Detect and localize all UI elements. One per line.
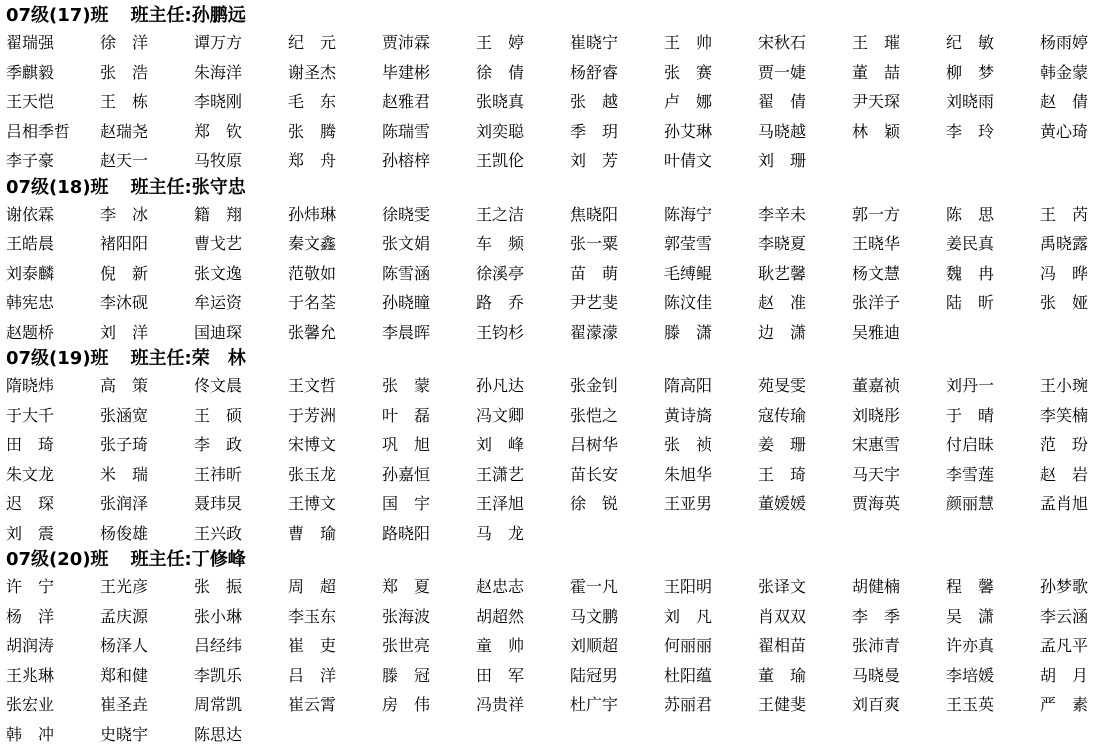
student-name: 王之洁 xyxy=(476,200,570,230)
student-name: 刘泰麟 xyxy=(6,259,100,289)
student-name: 孙榕梓 xyxy=(382,146,476,176)
student-name: 宋博文 xyxy=(288,430,382,460)
student-name: 周常凯 xyxy=(194,690,288,720)
student-name: 苗 萌 xyxy=(570,259,664,289)
student-name: 李玉东 xyxy=(288,602,382,632)
student-name: 苗长安 xyxy=(570,460,664,490)
student-name: 赵瑞尧 xyxy=(100,117,194,147)
student-name: 李晓夏 xyxy=(758,229,852,259)
student-name: 张一粟 xyxy=(570,229,664,259)
student-name: 张晓真 xyxy=(476,87,570,117)
student-name: 王玉英 xyxy=(946,690,1040,720)
student-name: 徐 锐 xyxy=(570,489,664,519)
student-name: 李笑楠 xyxy=(1040,401,1111,431)
student-name: 董媛媛 xyxy=(758,489,852,519)
student-name: 佟文晨 xyxy=(194,371,288,401)
student-name: 崔 吏 xyxy=(288,631,382,661)
student-name: 宋惠雪 xyxy=(852,430,946,460)
student-name: 翟濛濛 xyxy=(570,318,664,348)
student-name: 赵 准 xyxy=(758,288,852,318)
student-name: 冯贵祥 xyxy=(476,690,570,720)
student-name: 董 喆 xyxy=(852,58,946,88)
student-name: 张 蒙 xyxy=(382,371,476,401)
student-name: 陆冠男 xyxy=(570,661,664,691)
student-name: 禹晓露 xyxy=(1040,229,1111,259)
student-name: 黄诗旖 xyxy=(664,401,758,431)
student-name: 杨 洋 xyxy=(6,602,100,632)
student-name: 范敬如 xyxy=(288,259,382,289)
student-name: 孙晓瞳 xyxy=(382,288,476,318)
student-row xyxy=(6,28,1106,58)
student-name: 王 琦 xyxy=(758,460,852,490)
student-name: 王皓晨 xyxy=(6,229,100,259)
student-name: 柳 梦 xyxy=(946,58,1040,88)
student-name: 王博文 xyxy=(288,489,382,519)
student-name: 田 琦 xyxy=(6,430,100,460)
student-name: 纪 敏 xyxy=(946,28,1040,58)
student-name: 王 婷 xyxy=(476,28,570,58)
student-name: 林 颖 xyxy=(852,117,946,147)
student-name: 王凯伦 xyxy=(476,146,570,176)
student-row xyxy=(6,200,1106,230)
student-name: 王钧杉 xyxy=(476,318,570,348)
student-name: 苏丽君 xyxy=(664,690,758,720)
student-name: 田 军 xyxy=(476,661,570,691)
student-name: 赵雅君 xyxy=(382,87,476,117)
student-name: 张文娟 xyxy=(382,229,476,259)
class-section xyxy=(6,176,1106,348)
student-name: 陈海宁 xyxy=(664,200,758,230)
student-name: 叶 磊 xyxy=(382,401,476,431)
student-name: 徐 倩 xyxy=(476,58,570,88)
student-name: 陈思达 xyxy=(194,720,288,749)
student-name: 徐 洋 xyxy=(100,28,194,58)
student-name: 霍一凡 xyxy=(570,572,664,602)
student-name: 朱文龙 xyxy=(6,460,100,490)
student-row xyxy=(6,288,1106,318)
student-row xyxy=(6,720,1106,749)
student-name: 张世亮 xyxy=(382,631,476,661)
student-name: 崔云霄 xyxy=(288,690,382,720)
student-name: 李沐砚 xyxy=(100,288,194,318)
student-name: 王晓华 xyxy=(852,229,946,259)
student-name: 韩金蒙 xyxy=(1040,58,1111,88)
student-name: 曹戈艺 xyxy=(194,229,288,259)
student-name: 张洋子 xyxy=(852,288,946,318)
student-name: 赵 岩 xyxy=(1040,460,1111,490)
student-name: 张沛青 xyxy=(852,631,946,661)
student-name: 吴雅迪 xyxy=(852,318,946,348)
student-name: 徐溪亭 xyxy=(476,259,570,289)
student-name: 王健斐 xyxy=(758,690,852,720)
student-name: 张 腾 xyxy=(288,117,382,147)
student-name: 耿艺馨 xyxy=(758,259,852,289)
student-name: 于 晴 xyxy=(946,401,1040,431)
student-name: 季 玥 xyxy=(570,117,664,147)
student-name: 宋秋石 xyxy=(758,28,852,58)
class-section xyxy=(6,4,1106,176)
student-name: 王潇艺 xyxy=(476,460,570,490)
student-name: 许 宁 xyxy=(6,572,100,602)
student-name: 谢依霖 xyxy=(6,200,100,230)
student-name: 姜民真 xyxy=(946,229,1040,259)
head-teacher-name: 丁修峰 xyxy=(192,548,246,572)
student-name: 贾沛霖 xyxy=(382,28,476,58)
student-name: 王阳明 xyxy=(664,572,758,602)
student-name: 王文哲 xyxy=(288,371,382,401)
class-header xyxy=(6,548,1106,572)
student-name: 张馨允 xyxy=(288,318,382,348)
student-name: 王 璀 xyxy=(852,28,946,58)
student-name: 苑旻雯 xyxy=(758,371,852,401)
student-name: 王小琬 xyxy=(1040,371,1111,401)
student-name: 王兴政 xyxy=(194,519,288,549)
student-name: 聂玮炅 xyxy=(194,489,288,519)
student-name: 翟 倩 xyxy=(758,87,852,117)
student-name: 张文逸 xyxy=(194,259,288,289)
student-name: 贾一婕 xyxy=(758,58,852,88)
student-row xyxy=(6,572,1106,602)
student-name: 张子琦 xyxy=(100,430,194,460)
student-name: 胡润涛 xyxy=(6,631,100,661)
student-name: 贾海英 xyxy=(852,489,946,519)
student-row xyxy=(6,661,1106,691)
student-name: 王 帅 xyxy=(664,28,758,58)
student-name: 赵题桥 xyxy=(6,318,100,348)
student-name: 郑和健 xyxy=(100,661,194,691)
student-name: 王祎昕 xyxy=(194,460,288,490)
student-name: 张金钊 xyxy=(570,371,664,401)
student-name: 马牧原 xyxy=(194,146,288,176)
student-name: 黄心琦 xyxy=(1040,117,1111,147)
student-name: 刘晓彤 xyxy=(852,401,946,431)
student-name: 孙炜琳 xyxy=(288,200,382,230)
student-name: 孙艾琳 xyxy=(664,117,758,147)
student-row xyxy=(6,401,1106,431)
student-name: 刘 芳 xyxy=(570,146,664,176)
student-name: 徐晓雯 xyxy=(382,200,476,230)
student-name: 叶倩文 xyxy=(664,146,758,176)
student-name: 颜丽慧 xyxy=(946,489,1040,519)
student-row xyxy=(6,259,1106,289)
student-name: 孙梦歌 xyxy=(1040,572,1111,602)
student-name: 路晓阳 xyxy=(382,519,476,549)
student-name: 冯 晔 xyxy=(1040,259,1111,289)
head-teacher-name: 荣 林 xyxy=(192,347,246,371)
student-name: 张 越 xyxy=(570,87,664,117)
student-name: 朱旭华 xyxy=(664,460,758,490)
student-name: 曹 瑜 xyxy=(288,519,382,549)
student-name: 孟庆源 xyxy=(100,602,194,632)
student-name: 隋晓炜 xyxy=(6,371,100,401)
student-name: 焦晓阳 xyxy=(570,200,664,230)
student-name: 吕相季哲 xyxy=(6,117,100,147)
student-name: 张润泽 xyxy=(100,489,194,519)
student-name: 张恺之 xyxy=(570,401,664,431)
student-name: 董嘉祯 xyxy=(852,371,946,401)
student-name: 于大千 xyxy=(6,401,100,431)
student-name: 张海波 xyxy=(382,602,476,632)
student-name: 于芳洲 xyxy=(288,401,382,431)
student-name: 李 季 xyxy=(852,602,946,632)
student-row xyxy=(6,371,1106,401)
student-name: 杨文慧 xyxy=(852,259,946,289)
student-name: 迟 琛 xyxy=(6,489,100,519)
student-name: 韩 冲 xyxy=(6,720,100,749)
student-name: 米 瑞 xyxy=(100,460,194,490)
student-name: 张宏业 xyxy=(6,690,100,720)
head-teacher-name: 张守忠 xyxy=(192,176,246,200)
student-name: 周 超 xyxy=(288,572,382,602)
student-name: 国 宇 xyxy=(382,489,476,519)
student-name: 胡健楠 xyxy=(852,572,946,602)
student-name: 冯文卿 xyxy=(476,401,570,431)
class-section xyxy=(6,548,1106,749)
class-section xyxy=(6,347,1106,548)
class-name: 07级(18)班 xyxy=(6,176,109,200)
student-row xyxy=(6,460,1106,490)
student-name: 刘 峰 xyxy=(476,430,570,460)
student-name: 胡 月 xyxy=(1040,661,1111,691)
student-name: 郭一方 xyxy=(852,200,946,230)
head-teacher-label: 班主任: xyxy=(131,4,192,28)
student-name: 胡超然 xyxy=(476,602,570,632)
student-name: 张玉龙 xyxy=(288,460,382,490)
student-name: 李晓刚 xyxy=(194,87,288,117)
head-teacher-label: 班主任: xyxy=(131,347,192,371)
student-name: 褚阳阳 xyxy=(100,229,194,259)
student-name: 翟瑞强 xyxy=(6,28,100,58)
student-name: 马晓越 xyxy=(758,117,852,147)
student-row xyxy=(6,602,1106,632)
student-name: 孙嘉恒 xyxy=(382,460,476,490)
head-teacher-label: 班主任: xyxy=(131,176,192,200)
student-name: 王泽旭 xyxy=(476,489,570,519)
student-name: 毛 东 xyxy=(288,87,382,117)
student-name: 程 馨 xyxy=(946,572,1040,602)
student-row xyxy=(6,519,1106,549)
student-name: 史晓宇 xyxy=(100,720,194,749)
student-name: 张小琳 xyxy=(194,602,288,632)
student-name: 房 伟 xyxy=(382,690,476,720)
student-name: 何丽丽 xyxy=(664,631,758,661)
student-name: 陆 昕 xyxy=(946,288,1040,318)
head-teacher-label: 班主任: xyxy=(131,548,192,572)
student-name: 隋高阳 xyxy=(664,371,758,401)
student-name: 孟凡平 xyxy=(1040,631,1111,661)
student-name: 李晨晖 xyxy=(382,318,476,348)
student-name: 杨俊雄 xyxy=(100,519,194,549)
student-name: 付启昧 xyxy=(946,430,1040,460)
student-name: 王光彦 xyxy=(100,572,194,602)
student-row xyxy=(6,229,1106,259)
student-name: 范 玢 xyxy=(1040,430,1111,460)
student-name: 滕 潇 xyxy=(664,318,758,348)
student-name: 肖双双 xyxy=(758,602,852,632)
student-name: 童 帅 xyxy=(476,631,570,661)
student-name: 李培媛 xyxy=(946,661,1040,691)
student-name: 董 瑜 xyxy=(758,661,852,691)
student-name: 谭万方 xyxy=(194,28,288,58)
student-name: 马天宇 xyxy=(852,460,946,490)
student-name: 刘 洋 xyxy=(100,318,194,348)
student-name: 毕建彬 xyxy=(382,58,476,88)
class-header xyxy=(6,347,1106,371)
student-name: 姜 珊 xyxy=(758,430,852,460)
class-name: 07级(17)班 xyxy=(6,4,109,28)
student-name: 张 娅 xyxy=(1040,288,1111,318)
student-name: 郭莹雪 xyxy=(664,229,758,259)
student-name: 陈瑞雪 xyxy=(382,117,476,147)
student-name: 郑 夏 xyxy=(382,572,476,602)
student-name: 毛缚鲲 xyxy=(664,259,758,289)
student-name: 朱海洋 xyxy=(194,58,288,88)
student-name: 严 素 xyxy=(1040,690,1111,720)
student-row xyxy=(6,430,1106,460)
student-name: 车 频 xyxy=(476,229,570,259)
class-name: 07级(20)班 xyxy=(6,548,109,572)
student-name: 刘顺超 xyxy=(570,631,664,661)
student-name: 吕经纬 xyxy=(194,631,288,661)
student-name: 刘晓雨 xyxy=(946,87,1040,117)
student-name: 张 浩 xyxy=(100,58,194,88)
student-name: 李 政 xyxy=(194,430,288,460)
student-name: 翟相苗 xyxy=(758,631,852,661)
student-name: 马文鹏 xyxy=(570,602,664,632)
student-name: 籍 翔 xyxy=(194,200,288,230)
student-name: 马 龙 xyxy=(476,519,570,549)
student-name: 王天恺 xyxy=(6,87,100,117)
student-name: 刘 凡 xyxy=(664,602,758,632)
student-name: 郑 舟 xyxy=(288,146,382,176)
student-name: 赵天一 xyxy=(100,146,194,176)
student-name: 国迪琛 xyxy=(194,318,288,348)
student-name: 谢圣杰 xyxy=(288,58,382,88)
student-row xyxy=(6,690,1106,720)
student-name: 许亦真 xyxy=(946,631,1040,661)
student-name: 高 策 xyxy=(100,371,194,401)
student-name: 魏 冉 xyxy=(946,259,1040,289)
student-row xyxy=(6,58,1106,88)
student-name: 吕 洋 xyxy=(288,661,382,691)
student-name: 陈汶佳 xyxy=(664,288,758,318)
student-row xyxy=(6,318,1106,348)
student-name: 刘 震 xyxy=(6,519,100,549)
student-name: 巩 旭 xyxy=(382,430,476,460)
student-name: 牟运资 xyxy=(194,288,288,318)
student-name: 李凯乐 xyxy=(194,661,288,691)
student-name: 陈 思 xyxy=(946,200,1040,230)
student-name: 陈雪涵 xyxy=(382,259,476,289)
student-name: 秦文鑫 xyxy=(288,229,382,259)
student-name: 李子豪 xyxy=(6,146,100,176)
student-name: 张涵宽 xyxy=(100,401,194,431)
student-name: 杨舒睿 xyxy=(570,58,664,88)
student-name: 赵 倩 xyxy=(1040,87,1111,117)
student-name: 王亚男 xyxy=(664,489,758,519)
student-name: 倪 新 xyxy=(100,259,194,289)
class-header xyxy=(6,176,1106,200)
student-name: 王兆琳 xyxy=(6,661,100,691)
student-name: 滕 冠 xyxy=(382,661,476,691)
student-name: 尹天琛 xyxy=(852,87,946,117)
student-name: 孙凡达 xyxy=(476,371,570,401)
student-name: 尹艺斐 xyxy=(570,288,664,318)
student-name: 马晓曼 xyxy=(852,661,946,691)
student-row xyxy=(6,489,1106,519)
student-name: 刘奕聪 xyxy=(476,117,570,147)
student-name: 郑 钦 xyxy=(194,117,288,147)
student-name: 杨雨婷 xyxy=(1040,28,1111,58)
student-name: 李雪莲 xyxy=(946,460,1040,490)
student-name: 边 潇 xyxy=(758,318,852,348)
student-name: 张译文 xyxy=(758,572,852,602)
student-row xyxy=(6,146,1106,176)
student-name: 纪 元 xyxy=(288,28,382,58)
student-name: 崔晓宁 xyxy=(570,28,664,58)
student-name: 张 祯 xyxy=(664,430,758,460)
student-name: 杜广宇 xyxy=(570,690,664,720)
student-name: 杜阳蕴 xyxy=(664,661,758,691)
student-name: 赵忠志 xyxy=(476,572,570,602)
student-name: 刘 珊 xyxy=(758,146,852,176)
head-teacher-name: 孙鹏远 xyxy=(192,4,246,28)
student-name: 李 冰 xyxy=(100,200,194,230)
student-name: 于名荃 xyxy=(288,288,382,318)
student-name: 王 芮 xyxy=(1040,200,1111,230)
student-name: 韩宪忠 xyxy=(6,288,100,318)
student-row xyxy=(6,631,1106,661)
student-row xyxy=(6,117,1106,147)
student-name: 刘百爽 xyxy=(852,690,946,720)
student-name: 张 赛 xyxy=(664,58,758,88)
student-row xyxy=(6,87,1106,117)
student-name: 季麒毅 xyxy=(6,58,100,88)
student-name: 崔圣垚 xyxy=(100,690,194,720)
student-name: 李辛未 xyxy=(758,200,852,230)
student-name: 孟肖旭 xyxy=(1040,489,1111,519)
student-name: 寇传瑜 xyxy=(758,401,852,431)
student-name: 李 玲 xyxy=(946,117,1040,147)
roster-document xyxy=(6,4,1106,749)
student-name: 吴 潇 xyxy=(946,602,1040,632)
class-header xyxy=(6,4,1106,28)
student-name: 王 硕 xyxy=(194,401,288,431)
student-name: 杨泽人 xyxy=(100,631,194,661)
student-name: 王 栋 xyxy=(100,87,194,117)
student-name: 张 振 xyxy=(194,572,288,602)
student-name: 吕树华 xyxy=(570,430,664,460)
student-name: 路 乔 xyxy=(476,288,570,318)
student-name: 刘丹一 xyxy=(946,371,1040,401)
student-name: 卢 娜 xyxy=(664,87,758,117)
class-name: 07级(19)班 xyxy=(6,347,109,371)
student-name: 李云涵 xyxy=(1040,602,1111,632)
